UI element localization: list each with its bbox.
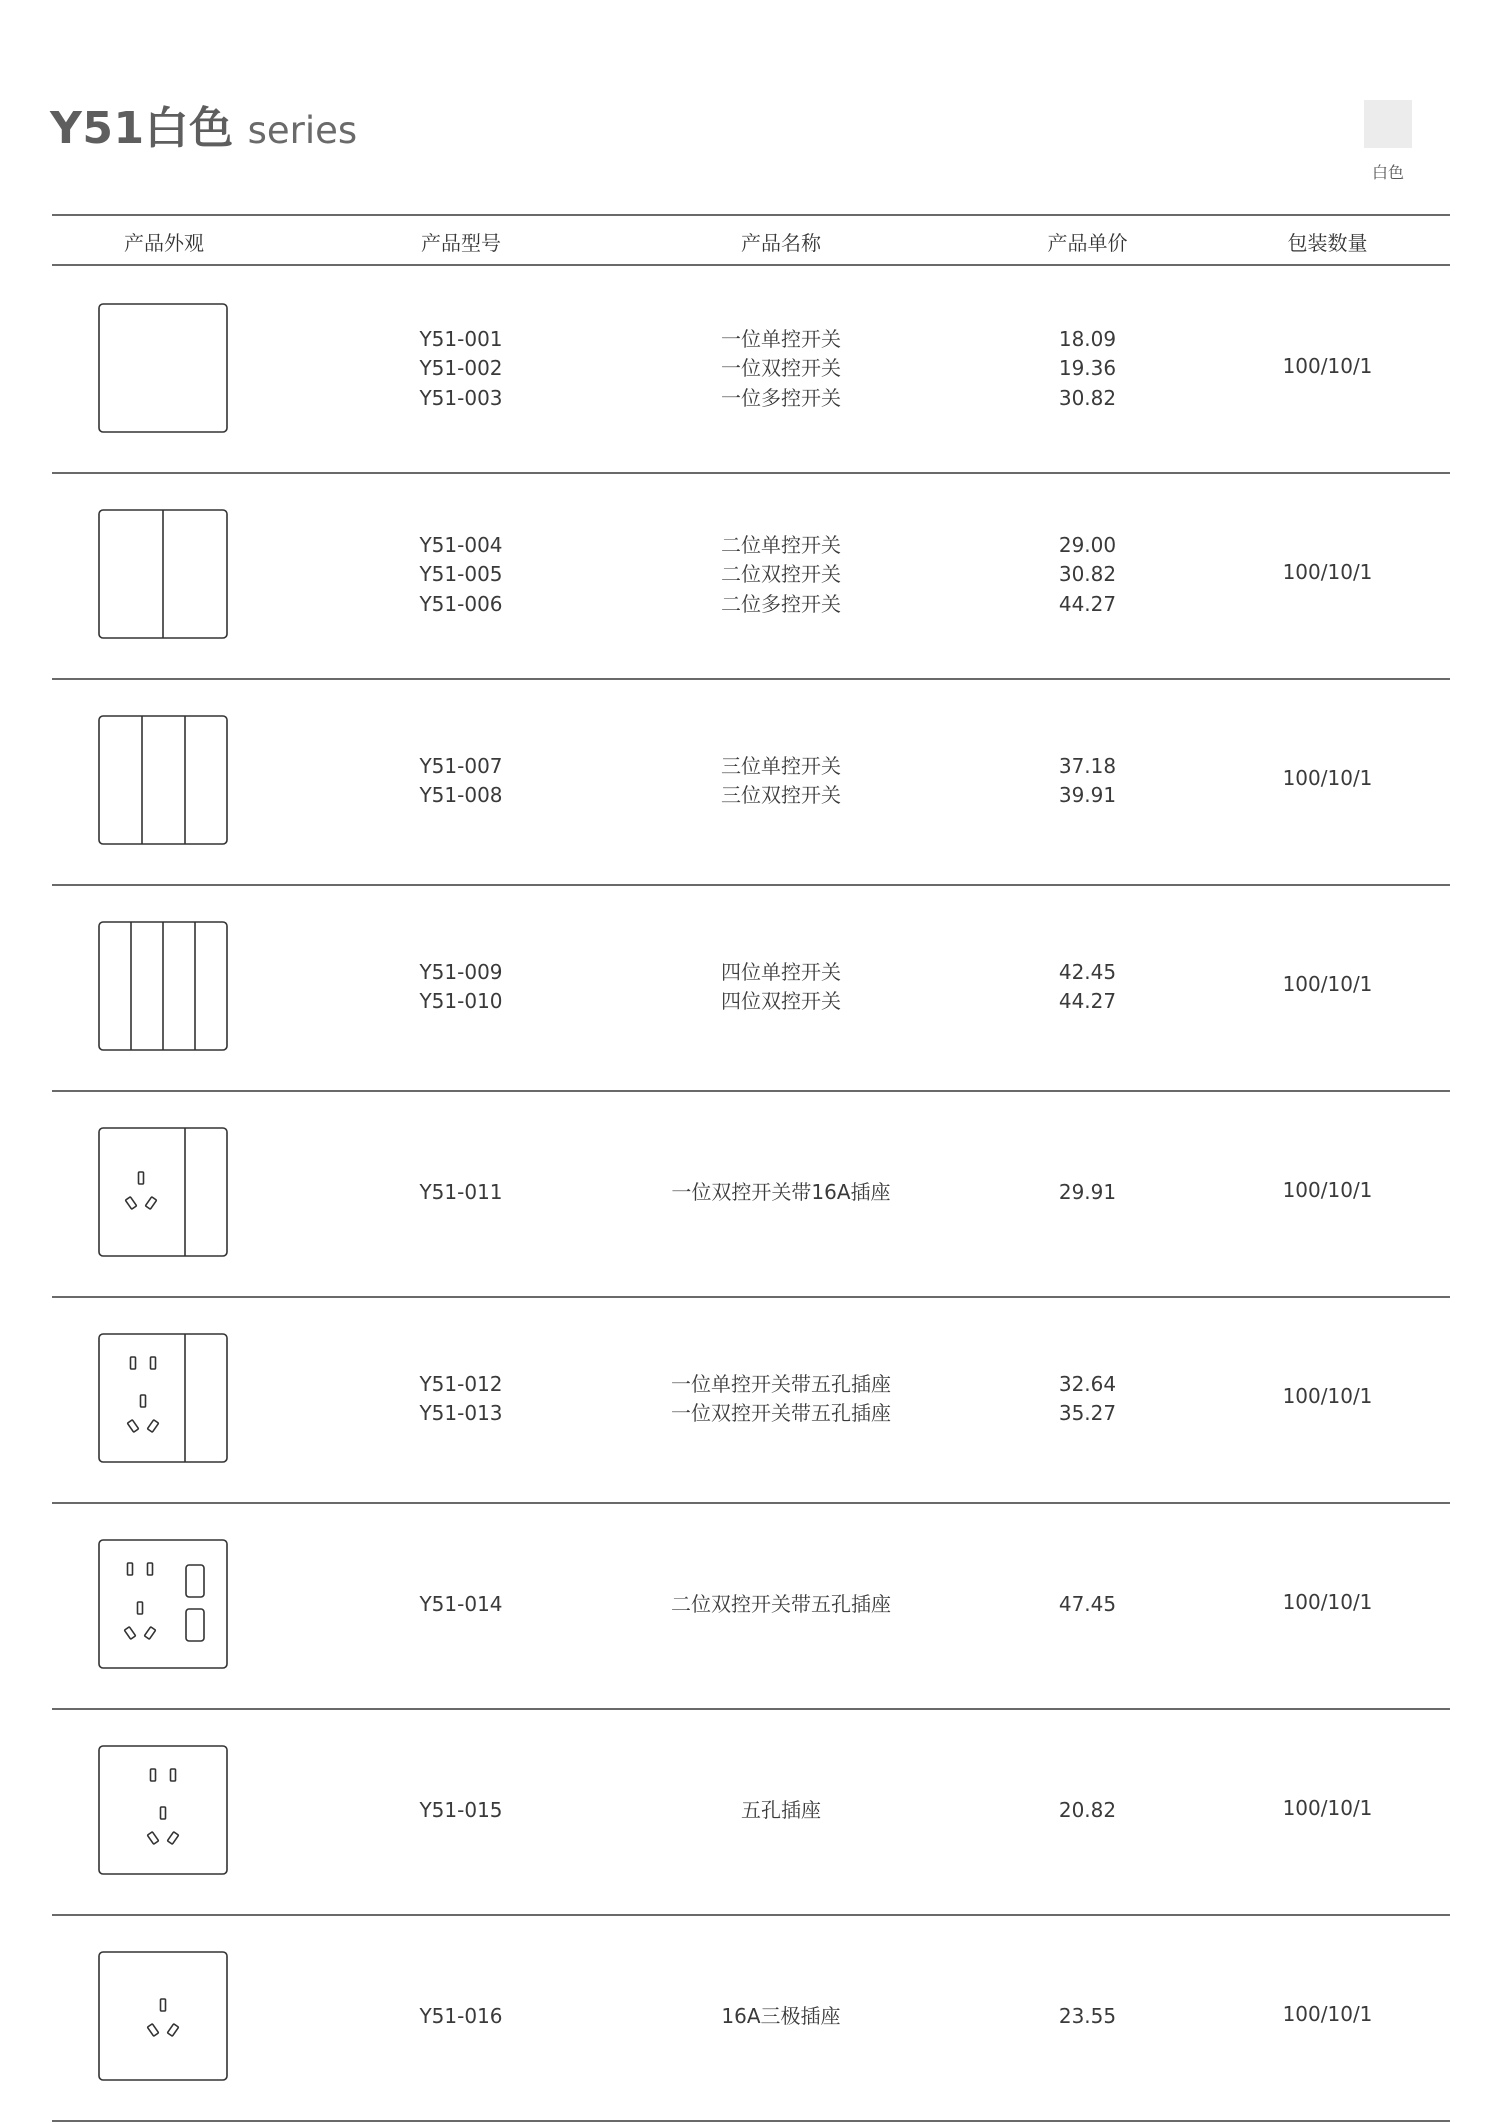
model-cell-line: Y51-010 xyxy=(419,989,503,1013)
price-cell xyxy=(972,884,1203,1090)
price-cell xyxy=(972,1914,1203,2120)
model-cell xyxy=(333,472,589,678)
package-cell: 100/10/1 xyxy=(1282,1590,1373,1615)
column-header-name: 产品名称 xyxy=(741,231,821,255)
price-cell-line: 42.45 xyxy=(1058,959,1117,984)
name-cell-line: 三位双控开关 xyxy=(721,783,841,807)
model-cell-line: Y51-002 xyxy=(419,356,503,381)
name-cell-line: 二位单控开关 xyxy=(721,532,841,557)
series-label: series xyxy=(247,109,358,152)
name-cell-line: 一位双控开关带五孔插座 xyxy=(671,1401,891,1425)
price-cell-line: 29.91 xyxy=(1058,1180,1117,1205)
model-cell-line: Y51-014 xyxy=(419,1592,503,1617)
name-cell xyxy=(591,1914,971,2120)
five-hole-socket-panel-icon xyxy=(98,1745,228,1875)
model-cell-line: Y51-012 xyxy=(419,1371,503,1396)
price-cell xyxy=(972,266,1203,472)
model-cell xyxy=(333,884,589,1090)
name-cell-line: 二位双控开关带五孔插座 xyxy=(671,1592,891,1617)
name-cell-line: 一位多控开关 xyxy=(721,385,841,410)
model-cell-line: Y51-011 xyxy=(419,1180,503,1205)
price-cell-line: 23.55 xyxy=(1058,2004,1117,2029)
name-cell-line: 二位双控开关 xyxy=(721,562,841,587)
name-cell-line: 16A三极插座 xyxy=(721,2004,841,2029)
name-cell xyxy=(591,678,971,884)
model-cell xyxy=(333,266,589,472)
price-cell-line: 39.91 xyxy=(1058,783,1117,807)
model-cell xyxy=(333,1296,589,1502)
price-cell-line: 47.45 xyxy=(1058,1592,1117,1617)
model-cell-line: Y51-015 xyxy=(419,1798,503,1823)
three-gang-switch-panel-icon xyxy=(98,715,228,845)
name-cell xyxy=(591,884,971,1090)
row-divider xyxy=(52,2120,1450,2122)
price-cell xyxy=(972,1090,1203,1296)
16a-three-pin-socket-panel-icon xyxy=(98,1951,228,2081)
switch-with-five-hole-socket-panel-icon xyxy=(98,1333,228,1463)
price-cell-line: 30.82 xyxy=(1058,562,1117,587)
name-cell xyxy=(591,266,971,472)
name-cell-line: 一位单控开关 xyxy=(721,326,841,351)
switch-with-16a-socket-panel-icon xyxy=(98,1127,228,1257)
table-row xyxy=(52,1914,1450,2120)
model-cell-line: Y51-001 xyxy=(419,326,503,351)
price-cell-line: 18.09 xyxy=(1058,326,1117,351)
column-header-package: 包装数量 xyxy=(1287,231,1368,255)
model-cell xyxy=(333,678,589,884)
column-header-appearance: 产品外观 xyxy=(124,231,204,255)
price-cell-line: 44.27 xyxy=(1058,591,1117,616)
table-row xyxy=(52,1090,1450,1296)
column-header-price: 产品单价 xyxy=(1047,231,1128,255)
table-row xyxy=(52,884,1450,1090)
package-cell: 100/10/1 xyxy=(1282,560,1373,585)
price-cell-line: 29.00 xyxy=(1058,532,1117,557)
model-cell-line: Y51-007 xyxy=(419,753,503,778)
package-cell: 100/10/1 xyxy=(1282,2002,1373,2027)
one-gang-switch-panel-icon xyxy=(98,303,228,433)
color-swatch-label: 白色 xyxy=(1371,163,1404,182)
name-cell xyxy=(591,472,971,678)
model-cell-line: Y51-003 xyxy=(419,385,503,410)
model-cell xyxy=(333,1090,589,1296)
four-gang-switch-panel-icon xyxy=(98,921,228,1051)
price-cell xyxy=(972,472,1203,678)
column-header-model: 产品型号 xyxy=(421,231,501,255)
price-cell xyxy=(972,1708,1203,1914)
model-cell xyxy=(333,1708,589,1914)
model-cell-line: Y51-009 xyxy=(419,959,503,984)
price-cell-line: 32.64 xyxy=(1058,1371,1117,1396)
model-cell-line: Y51-005 xyxy=(419,562,503,587)
table-row xyxy=(52,266,1450,472)
series-name: Y51白色 xyxy=(50,103,234,154)
price-cell-line: 37.18 xyxy=(1058,753,1117,778)
name-cell-line: 一位双控开关带16A插座 xyxy=(671,1180,891,1205)
price-cell-line: 19.36 xyxy=(1058,356,1117,381)
model-cell-line: Y51-004 xyxy=(419,532,503,557)
table-top-rule xyxy=(52,214,1450,216)
name-cell-line: 三位单控开关 xyxy=(721,753,841,778)
model-cell xyxy=(333,1914,589,2120)
table-row xyxy=(52,1296,1450,1502)
name-cell-line: 二位多控开关 xyxy=(721,591,841,616)
name-cell-line: 五孔插座 xyxy=(741,1798,821,1823)
color-swatch xyxy=(1364,100,1412,148)
price-cell xyxy=(972,1296,1203,1502)
package-cell: 100/10/1 xyxy=(1282,1178,1373,1203)
two-switches-with-five-hole-socket-panel-icon xyxy=(98,1539,228,1669)
package-cell: 100/10/1 xyxy=(1282,972,1373,997)
name-cell xyxy=(591,1708,971,1914)
model-cell-line: Y51-008 xyxy=(419,783,503,807)
price-cell-line: 20.82 xyxy=(1058,1798,1117,1823)
name-cell-line: 一位单控开关带五孔插座 xyxy=(671,1371,891,1396)
model-cell-line: Y51-006 xyxy=(419,591,503,616)
package-cell: 100/10/1 xyxy=(1282,1796,1373,1821)
table-row xyxy=(52,678,1450,884)
package-cell: 100/10/1 xyxy=(1282,354,1373,379)
package-cell: 100/10/1 xyxy=(1282,766,1373,791)
name-cell xyxy=(591,1090,971,1296)
price-cell xyxy=(972,678,1203,884)
model-cell xyxy=(333,1502,589,1708)
table-row xyxy=(52,1502,1450,1708)
price-cell xyxy=(972,1502,1203,1708)
name-cell-line: 四位双控开关 xyxy=(721,989,841,1013)
two-gang-switch-panel-icon xyxy=(98,509,228,639)
model-cell-line: Y51-016 xyxy=(419,2004,503,2029)
table-row xyxy=(52,472,1450,678)
name-cell xyxy=(591,1296,971,1502)
price-cell-line: 30.82 xyxy=(1058,385,1117,410)
name-cell-line: 一位双控开关 xyxy=(721,356,841,381)
price-cell-line: 44.27 xyxy=(1058,989,1117,1013)
name-cell-line: 四位单控开关 xyxy=(721,959,841,984)
table-row xyxy=(52,1708,1450,1914)
package-cell: 100/10/1 xyxy=(1282,1384,1373,1409)
model-cell-line: Y51-013 xyxy=(419,1401,503,1425)
page-title xyxy=(50,92,357,156)
price-cell-line: 35.27 xyxy=(1058,1401,1117,1425)
name-cell xyxy=(591,1502,971,1708)
